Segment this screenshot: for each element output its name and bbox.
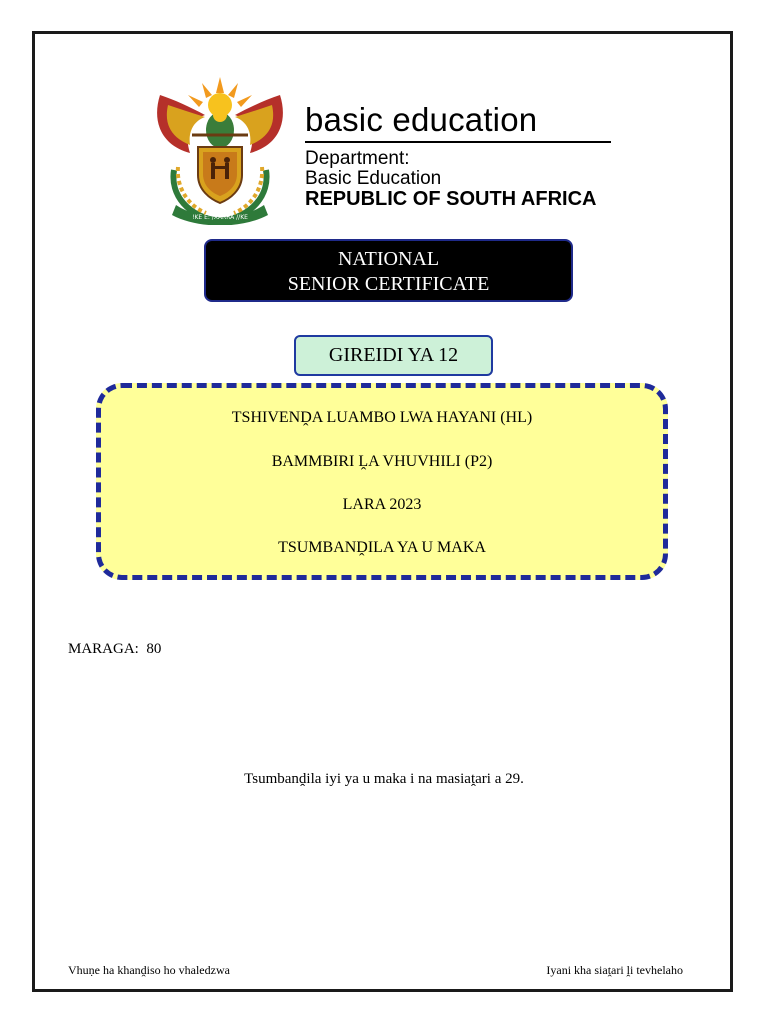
country-name: REPUBLIC OF SOUTH AFRICA (305, 188, 597, 210)
paper-name: BAMMBIRI ḼA VHUVHILI (P2) (271, 453, 493, 470)
paper-info-box (96, 383, 668, 580)
page-count-note: Tsumbanḓila iyi ya u maka i na masiaṱari a 29. (244, 771, 524, 787)
department-name: Basic Education (305, 168, 442, 189)
crest-motto-text: !KE E: /XARRA //KE (192, 214, 248, 221)
paper-subject: TSHIVENḒA LUAMBO LWA HAYANI (HL) (231, 409, 533, 426)
brand-divider (305, 141, 611, 143)
coat-of-arms-logo (150, 75, 290, 225)
total-marks: MARAGA: 80 (68, 641, 162, 657)
certificate-banner (204, 239, 573, 302)
footer-copyright: Vhuṇe ha khanḓiso ho vhaledzwa (68, 963, 230, 977)
certificate-line-1: NATIONAL (337, 248, 440, 270)
department-label: Department: (305, 148, 410, 169)
grade-badge: GIREIDI YA 12 (294, 335, 493, 376)
paper-session: LARA 2023 (342, 496, 422, 513)
brand-title: basic education (305, 101, 538, 138)
footer-turn-page: Iyani kha siaṱari ḽi tevhelaho (546, 963, 683, 977)
paper-document-type: TSUMBANḒILA YA U MAKA (278, 539, 486, 556)
certificate-line-2: SENIOR CERTIFICATE (287, 273, 490, 295)
